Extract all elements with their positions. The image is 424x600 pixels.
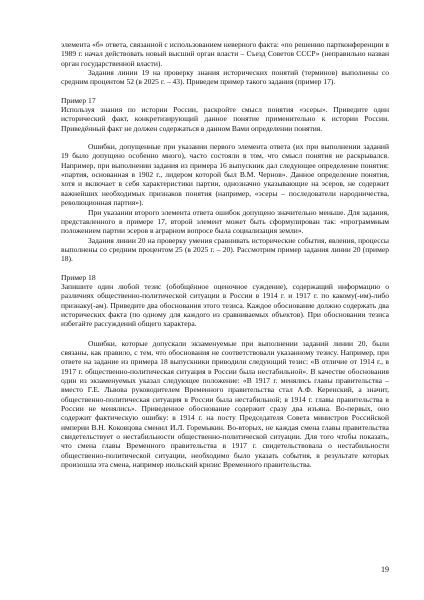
example-17-task: Используя знания по истории России, раскройте смысл понятия «эсеры». Приведите один исторический факт, конкретизирующий данное понятие применительно к истории России. Приведённый факт не должен содержаться в данном Вами определении понятия. [61,105,389,133]
paragraph-line19-results: Задания линии 19 на проверку знания исторических понятий (терминов) выполнены со средним процентом 52 (в 2025 г. – 43). Приведем пример такого задания (пример 17). [61,68,389,87]
paragraph-errors-first-element: Ошибки, допущенные при указании первого элемента ответа (их при выполнении заданий 19 было допущено особенно много), часто состояли в том, что смысл понятия не раскрывался. Например, при выполнении задания из примера 16 выпускник дал следующее определение понятия: «партия, основанная в 1902 г., лидером которой был В.М. Чернов». Данное определение понятия, хотя и включает в себя характеристики партии, однозначно указывающие на эсеров, не содержит важнейших необходимых признаков понятия (например, «эсеры – последователи народничества, революционная партия»). [61,142,389,208]
example-17-heading: Пример 17 [61,95,96,105]
paragraph-errors-line20: Ошибки, которые допускали экзаменуемые при выполнении заданий линии 20, были связаны, как правило, с тем, что обоснования не соответствовали указанному тезису. Например, при ответе на задание из примера 18 выпускники приводили следующий тезис: «В отличие от 1914 г., в 1917 г. общественно-политическая ситуация в России была нестабильной». В качестве обоснования один из экзаменуемых указал следующее положение: «В 1917 г. менялись главы правительства – вместо Г.Е. Львова руководителем Временного правительства стал А.Ф. Керенский, а значит, общественно-политическая ситуация в России была нестабильной; в 1914 г. главы правительства в России не менялись». Приведенное обоснование содержит сразу два изъяна. Во-первых, оно содержит фактическую ошибку: в 1914 г. на посту Председателя Совета министров Российской империи В.Н. Коковцова сменил И.Л. Горемыкин. Во-вторых, не каждая смена главы правительства свидетельствует о нестабильности общественно-политической ситуации. Для того чтобы показать, что смена главы Временного правительства в 1917 г. свидетельствовала о нестабильности общественно-политической ситуации, необходимо было указать события, в результате которых произошла эта смена, например июльский кризис Временного правительства. [61,338,389,470]
paragraph-second-element: При указании второго элемента ответа ошибок допущено значительно меньше. Для задания, представленного в примере 17, второй элемент может быть сформулирован так: «программным положением партии эсеров в аграрном вопросе была социализация земли». [61,207,389,236]
paragraph-continuation: элемента «б» ответа, связанной с использованием неверного факта: «по решению партконференции в 1989 г. начал действовать новый высший орган власти – Съезд Советов СССР» (неправильно назван орган государственной власти). [61,40,389,68]
example-18-task: Запишите один любой тезис (обобщённое оценочное суждение), содержащий информацию о различиях общественно-политической ситуации в России в 1914 г. и 1917 г. по какому(-им)-либо признаку(-ам). Приведите два обоснования этого тезиса. Каждое обоснование должно содержать два исторических факта (по одному для каждого из сравниваемых объектов). При обосновании тезиса избегайте рассуждений общего характера. [61,281,389,329]
paragraph-line20-results: Задания линии 20 на проверку умения сравнивать исторические события, явления, процессы выполнены со средним процентом 25 (в 2025 г. – 20). Рассмотрим пример задания линии 20 (пример 18). [61,235,389,264]
page-number: 19 [381,565,389,574]
example-18-heading: Пример 18 [61,272,96,282]
